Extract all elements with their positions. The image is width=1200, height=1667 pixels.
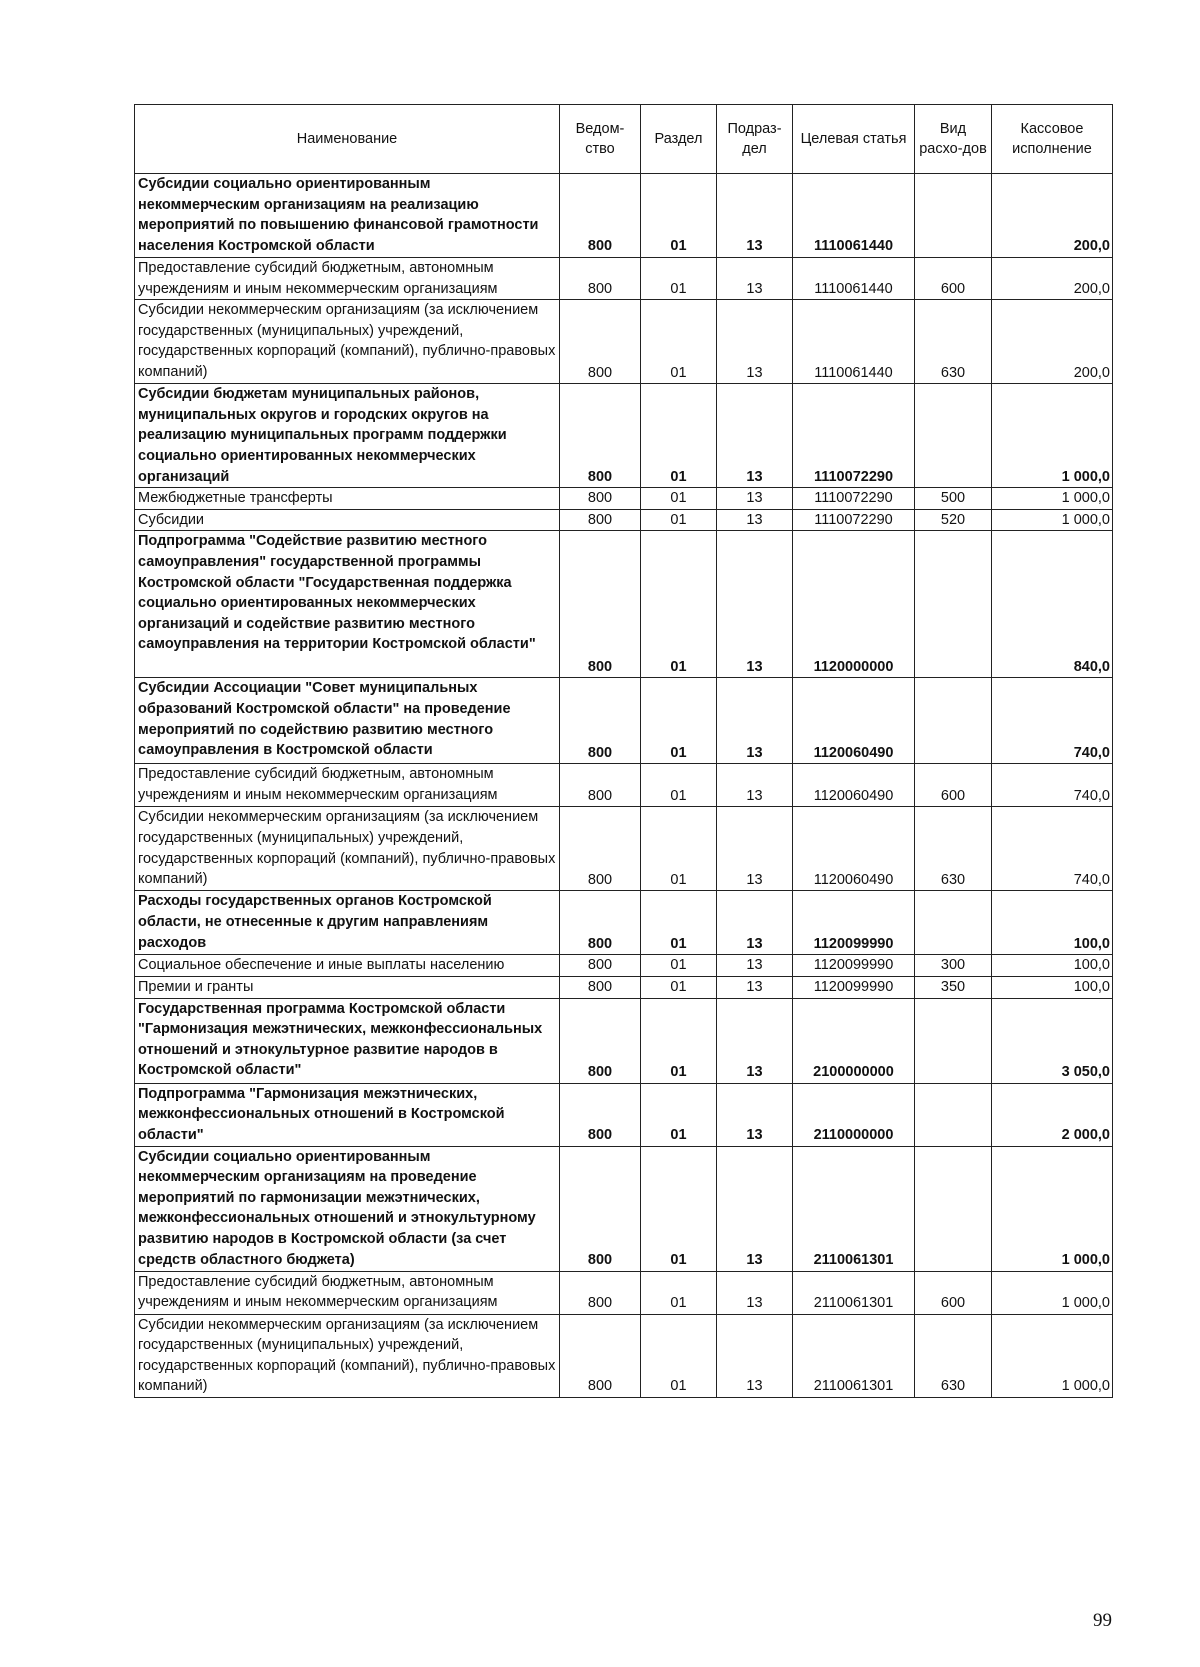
cell-amount: 100,0 [992,891,1113,955]
cell-subsection: 13 [717,300,793,384]
cell-subsection: 13 [717,509,793,531]
cell-section: 01 [641,1146,717,1271]
cell-name: Межбюджетные трансферты [135,488,560,510]
cell-subsection: 13 [717,998,793,1083]
cell-amount: 1 000,0 [992,1271,1113,1314]
cell-amount: 100,0 [992,955,1113,977]
cell-name: Субсидии Ассоциации "Совет муниципальных образований Костромской области" на проведение мероприятий по содействию развитию местного самоуправления в Костромской области [135,678,560,764]
cell-kind: 350 [915,976,992,998]
cell-kind [915,531,992,678]
cell-kind [915,1083,992,1146]
cell-section: 01 [641,678,717,764]
table-row [135,531,1113,678]
table-row [135,384,1113,488]
cell-name: Предоставление субсидий бюджетным, автономным учреждениям и иным некоммерческим организациям [135,764,560,807]
cell-target: 2110000000 [793,1083,915,1146]
cell-dept: 800 [560,764,641,807]
cell-amount: 740,0 [992,678,1113,764]
cell-name: Подпрограмма "Содействие развитию местного самоуправления" государственной программы Костромской области "Государственная поддержка социально ориентированных некоммерческих организаций и содействие развитию местного самоуправления на территории Костромской области" [135,531,560,678]
cell-dept: 800 [560,1314,641,1397]
page-number: 99 [1093,1610,1112,1631]
cell-subsection: 13 [717,1083,793,1146]
cell-amount: 740,0 [992,807,1113,891]
cell-kind: 600 [915,764,992,807]
cell-subsection: 13 [717,174,793,258]
cell-target: 1120000000 [793,531,915,678]
table-row [135,1314,1113,1397]
cell-dept: 800 [560,998,641,1083]
cell-dept: 800 [560,488,641,510]
header-amount: Кассовое исполнение [992,105,1113,174]
cell-kind [915,174,992,258]
cell-dept: 800 [560,1146,641,1271]
cell-amount: 200,0 [992,174,1113,258]
header-target: Целевая статья [793,105,915,174]
cell-dept: 800 [560,174,641,258]
budget-table [134,104,1113,1398]
cell-target: 1120060490 [793,678,915,764]
table-row [135,998,1113,1083]
cell-section: 01 [641,807,717,891]
table-row [135,1271,1113,1314]
table-row [135,258,1113,300]
cell-dept: 800 [560,300,641,384]
cell-target: 1110072290 [793,384,915,488]
cell-name: Субсидии социально ориентированным некоммерческим организациям на проведение мероприятий по гармонизации межэтнических, межконфессиональных отношений и этнокультурному развитию народов в Костромской области (за счет средств областного бюджета) [135,1146,560,1271]
cell-dept: 800 [560,1271,641,1314]
cell-section: 01 [641,1314,717,1397]
cell-section: 01 [641,531,717,678]
cell-kind [915,998,992,1083]
cell-name: Государственная программа Костромской области "Гармонизация межэтнических, межконфессиональных отношений и этнокультурное развитие народов в Костромской области" [135,998,560,1083]
cell-target: 1110061440 [793,258,915,300]
cell-section: 01 [641,976,717,998]
cell-name: Расходы государственных органов Костромской области, не отнесенные к другим направлениям расходов [135,891,560,955]
cell-target: 1110061440 [793,174,915,258]
table-row [135,891,1113,955]
cell-target: 2110061301 [793,1314,915,1397]
cell-amount: 3 050,0 [992,998,1113,1083]
cell-target: 1110072290 [793,509,915,531]
cell-section: 01 [641,998,717,1083]
table-row [135,678,1113,764]
cell-target: 2100000000 [793,998,915,1083]
cell-section: 01 [641,488,717,510]
cell-dept: 800 [560,955,641,977]
header-section: Раздел [641,105,717,174]
cell-name: Подпрограмма "Гармонизация межэтнических, межконфессиональных отношений в Костромской области" [135,1083,560,1146]
cell-kind [915,384,992,488]
cell-subsection: 13 [717,384,793,488]
cell-amount: 1 000,0 [992,509,1113,531]
cell-subsection: 13 [717,678,793,764]
cell-target: 1120099990 [793,976,915,998]
cell-section: 01 [641,174,717,258]
table-row [135,488,1113,510]
cell-section: 01 [641,1083,717,1146]
table-row [135,1146,1113,1271]
cell-subsection: 13 [717,976,793,998]
cell-dept: 800 [560,258,641,300]
header-subsection: Подраз-дел [717,105,793,174]
cell-kind: 630 [915,807,992,891]
cell-amount: 200,0 [992,300,1113,384]
cell-subsection: 13 [717,488,793,510]
cell-name: Субсидии некоммерческим организациям (за исключением государственных (муниципальных) учреждений, государственных корпораций (компаний), публично-правовых компаний) [135,300,560,384]
cell-name: Субсидии социально ориентированным некоммерческим организациям на реализацию мероприятий по повышению финансовой грамотности населения Костромской области [135,174,560,258]
cell-amount: 2 000,0 [992,1083,1113,1146]
cell-amount: 1 000,0 [992,1146,1113,1271]
cell-dept: 800 [560,891,641,955]
table-header [135,105,1113,174]
cell-section: 01 [641,258,717,300]
cell-name: Субсидии некоммерческим организациям (за исключением государственных (муниципальных) учреждений, государственных корпораций (компаний), публично-правовых компаний) [135,1314,560,1397]
cell-name: Предоставление субсидий бюджетным, автономным учреждениям и иным некоммерческим организациям [135,258,560,300]
cell-kind: 520 [915,509,992,531]
cell-amount: 100,0 [992,976,1113,998]
cell-target: 1120099990 [793,891,915,955]
cell-target: 1110072290 [793,488,915,510]
cell-subsection: 13 [717,1146,793,1271]
table-row [135,1083,1113,1146]
cell-subsection: 13 [717,764,793,807]
cell-subsection: 13 [717,1314,793,1397]
cell-section: 01 [641,891,717,955]
cell-kind: 600 [915,258,992,300]
cell-kind [915,891,992,955]
cell-amount: 1 000,0 [992,384,1113,488]
cell-kind: 500 [915,488,992,510]
cell-name: Субсидии [135,509,560,531]
cell-subsection: 13 [717,531,793,678]
cell-kind [915,678,992,764]
cell-section: 01 [641,384,717,488]
cell-name: Субсидии некоммерческим организациям (за исключением государственных (муниципальных) учреждений, государственных корпораций (компаний), публично-правовых компаний) [135,807,560,891]
cell-target: 2110061301 [793,1271,915,1314]
cell-subsection: 13 [717,891,793,955]
cell-amount: 840,0 [992,531,1113,678]
cell-dept: 800 [560,509,641,531]
cell-kind: 600 [915,1271,992,1314]
cell-subsection: 13 [717,258,793,300]
cell-amount: 200,0 [992,258,1113,300]
header-name: Наименование [135,105,560,174]
cell-dept: 800 [560,1083,641,1146]
table-row [135,976,1113,998]
cell-kind: 300 [915,955,992,977]
table-body [135,174,1113,1398]
cell-dept: 800 [560,976,641,998]
table-row [135,955,1113,977]
cell-subsection: 13 [717,807,793,891]
table-row [135,300,1113,384]
cell-amount: 740,0 [992,764,1113,807]
header-row [135,105,1113,174]
cell-name: Субсидии бюджетам муниципальных районов, муниципальных округов и городских округов на реализацию муниципальных программ поддержки социально ориентированных некоммерческих организаций [135,384,560,488]
cell-subsection: 13 [717,1271,793,1314]
cell-section: 01 [641,1271,717,1314]
cell-kind: 630 [915,1314,992,1397]
table-row [135,174,1113,258]
cell-section: 01 [641,955,717,977]
cell-kind [915,1146,992,1271]
cell-target: 2110061301 [793,1146,915,1271]
cell-dept: 800 [560,807,641,891]
cell-name: Предоставление субсидий бюджетным, автономным учреждениям и иным некоммерческим организациям [135,1271,560,1314]
cell-kind: 630 [915,300,992,384]
cell-target: 1120099990 [793,955,915,977]
cell-dept: 800 [560,531,641,678]
cell-amount: 1 000,0 [992,1314,1113,1397]
cell-target: 1110061440 [793,300,915,384]
cell-amount: 1 000,0 [992,488,1113,510]
cell-section: 01 [641,300,717,384]
cell-dept: 800 [560,384,641,488]
table-row [135,509,1113,531]
header-dept: Ведом-ство [560,105,641,174]
cell-name: Социальное обеспечение и иные выплаты населению [135,955,560,977]
cell-name: Премии и гранты [135,976,560,998]
cell-section: 01 [641,764,717,807]
table-row [135,807,1113,891]
cell-target: 1120060490 [793,764,915,807]
cell-section: 01 [641,509,717,531]
header-kind: Вид расхо-дов [915,105,992,174]
cell-dept: 800 [560,678,641,764]
cell-target: 1120060490 [793,807,915,891]
table-row [135,764,1113,807]
cell-subsection: 13 [717,955,793,977]
